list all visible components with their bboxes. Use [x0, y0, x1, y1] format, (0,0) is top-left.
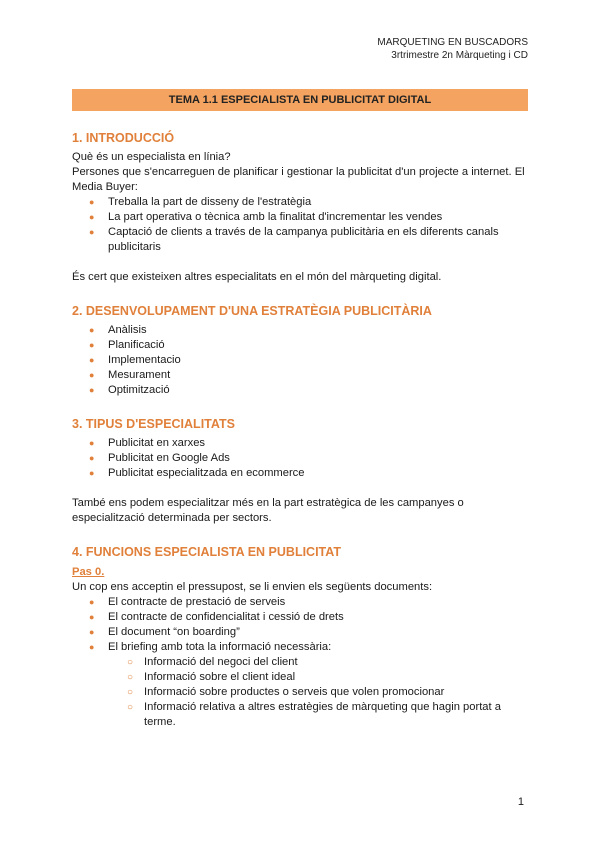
list-item: ○ Informació relativa a altres estratègies de màrqueting que hagin portat a terme.	[127, 701, 501, 728]
bullet-icon: ●	[89, 197, 95, 207]
circle-bullet-icon: ○	[127, 672, 134, 683]
section-3-closing: També ens podem especialitzar més en la part estratègica de les campanyes o especialització determinada per sectors.	[72, 497, 464, 524]
document-body	[72, 129, 532, 730]
list-item: ● El document “on boarding”	[89, 626, 240, 638]
bullet-icon: ●	[89, 227, 95, 237]
circle-bullet-icon: ○	[127, 687, 134, 698]
list-item: ○ Informació sobre productes o serveis que volen promocionar	[127, 686, 445, 698]
bullet-icon: ●	[89, 340, 95, 350]
bullet-icon: ●	[89, 212, 95, 222]
section-1-title: 1. INTRODUCCIÓ	[72, 131, 175, 145]
section-1-intro: Persones que s'encarreguen de planificar i gestionar la publicitat d'un projecte a internet. El Media Buyer:	[72, 166, 525, 193]
section-4-intro: Un cop ens acceptin el pressupost, se li envien els següents documents:	[72, 581, 433, 593]
list-item: ● Implementacio	[89, 354, 181, 366]
section-4-title: 4. FUNCIONS ESPECIALISTA EN PUBLICITAT	[72, 545, 341, 559]
section-3-title: 3. TIPUS D'ESPECIALITATS	[72, 417, 235, 431]
list-item: ● La part operativa o tècnica amb la finalitat d'incrementar les vendes	[89, 211, 443, 223]
list-item: ● Optimització	[89, 384, 170, 396]
bullet-icon: ●	[89, 355, 95, 365]
bullet-icon: ●	[89, 627, 95, 637]
header-course: MARQUETING EN BUSCADORS	[377, 37, 528, 48]
bullet-icon: ●	[89, 325, 95, 335]
list-item: ○ Informació del negoci del client	[127, 656, 298, 668]
bullet-icon: ●	[89, 642, 95, 652]
bullet-icon: ●	[89, 385, 95, 395]
section-3-list	[72, 436, 532, 481]
bullet-icon: ●	[89, 370, 95, 380]
bullet-icon: ●	[89, 453, 95, 463]
page-header	[377, 36, 528, 62]
header-term: 3rtrimestre 2n Màrqueting i CD	[391, 50, 528, 61]
list-item: ● Mesurament	[89, 369, 171, 381]
list-item: ○ Informació sobre el client ideal	[127, 671, 296, 683]
circle-bullet-icon: ○	[127, 702, 134, 713]
circle-bullet-icon: ○	[127, 657, 134, 668]
list-item: ● Planificació	[89, 339, 165, 351]
bullet-icon: ●	[89, 438, 95, 448]
list-item: ● Captació de clients a través de la campanya publicitària en els diferents canals publicitaris	[89, 226, 499, 253]
list-item: ● Publicitat especialitzada en ecommerce	[89, 467, 305, 479]
section-2-title: 2. DESENVOLUPAMENT D'UNA ESTRATÈGIA PUBLICITÀRIA	[72, 304, 432, 318]
list-item: ● Publicitat en xarxes	[89, 437, 206, 449]
section-4-subtitle: Pas 0.	[72, 566, 105, 578]
bullet-icon: ●	[89, 612, 95, 622]
section-1-list	[72, 195, 532, 255]
list-item: ● El contracte de confidencialitat i cessió de drets	[89, 611, 344, 623]
bullet-icon: ●	[89, 468, 95, 478]
list-item: ● Anàlisis	[89, 324, 147, 336]
list-item: ● Publicitat en Google Ads	[89, 452, 230, 464]
bullet-icon: ●	[89, 597, 95, 607]
list-item: ● El briefing amb tota la informació necessària:	[89, 641, 332, 653]
section-1-question: Què és un especialista en línia?	[72, 151, 231, 163]
section-4-sublist	[72, 655, 532, 730]
list-item: ● Treballa la part de disseny de l'estratègia	[89, 196, 312, 208]
section-4-list	[72, 595, 532, 655]
section-1-closing: És cert que existeixen altres especialitats en el món del màrqueting digital.	[72, 271, 442, 283]
list-item: ● El contracte de prestació de serveis	[89, 596, 286, 608]
topic-banner: TEMA 1.1 ESPECIALISTA EN PUBLICITAT DIGITAL	[72, 89, 528, 111]
section-2-list	[72, 323, 532, 398]
page-number: 1	[517, 796, 524, 808]
